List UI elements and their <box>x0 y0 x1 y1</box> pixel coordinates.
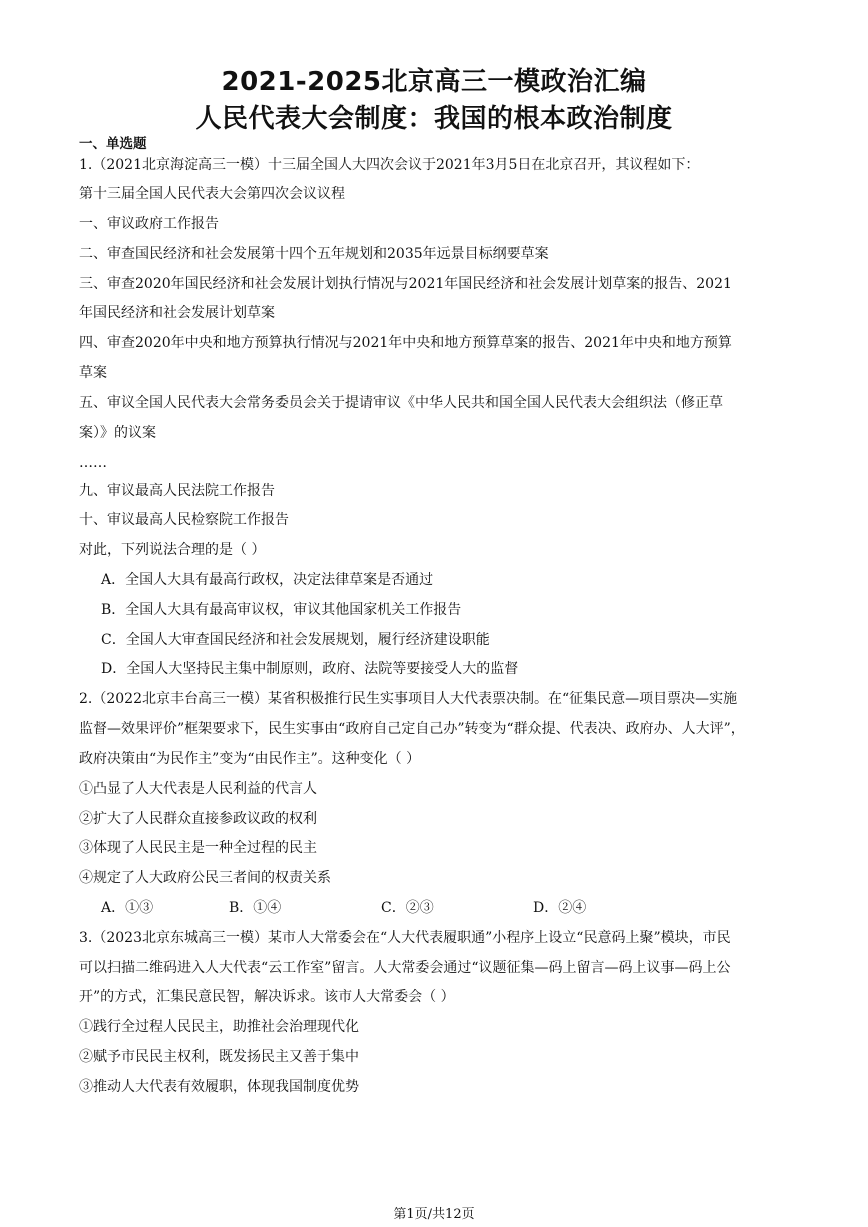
q1-agenda-item: 一、审议政府工作报告 <box>79 216 219 232</box>
q1-option-b: B．全国人大具有最高审议权，审议其他国家机关工作报告 <box>101 602 462 618</box>
page-number: 第1页/共12页 <box>393 1207 475 1222</box>
q1-option-d: D．全国人大坚持民主集中制原则，政府、法院等要接受人大的监督 <box>101 661 519 677</box>
q1-agenda-item: 五、审议全国人民代表大会常务委员会关于提请审议《中华人民共和国全国人民代表大会组织法（修正草 <box>79 395 723 411</box>
q2-choice-d: D．②④ <box>533 900 587 916</box>
q2-choice-c: C．②③ <box>381 900 434 916</box>
q3-stem-line: 3.（2023北京东城高三一模）某市人大常委会在“人大代表履职通”小程序上设立“民意码上聚”模块，市民 <box>79 930 731 946</box>
q3-stem-line: 开”的方式，汇集民意民智，解决诉求。该市人大常委会（ ） <box>79 989 455 1005</box>
q1-option-a: A．全国人大具有最高行政权，决定法律草案是否通过 <box>101 572 434 588</box>
q2-statement: ②扩大了人民群众直接参政议政的权利 <box>79 811 317 827</box>
q1-question: 对此，下列说法合理的是（ ） <box>79 542 266 558</box>
q1-agenda-title: 第十三届全国人民代表大会第四次会议议程 <box>79 186 345 202</box>
document-subtitle: 人民代表大会制度：我国的根本政治制度 <box>195 104 673 134</box>
q2-stem-line: 监督—效果评价”框架要求下，民生实事由“政府自己定自己办”转变为“群众提、代表决、政府办、人大评”， <box>79 721 745 737</box>
q1-agenda-item: 十、审议最高人民检察院工作报告 <box>79 512 289 528</box>
q1-agenda-ellipsis: …… <box>79 455 107 471</box>
q3-statement: ①践行全过程人民民主，助推社会治理现代化 <box>79 1019 359 1035</box>
q1-agenda-item: 九、审议最高人民法院工作报告 <box>79 483 275 499</box>
q1-agenda-item: 二、审查国民经济和社会发展第十四个五年规划和2035年远景目标纲要草案 <box>79 246 549 262</box>
q3-statement: ③推动人大代表有效履职，体现我国制度优势 <box>79 1079 359 1095</box>
section-heading: 一、单选题 <box>79 136 147 152</box>
q1-agenda-item: 案）》的议案 <box>79 425 156 441</box>
q2-statement: ④规定了人大政府公民三者间的权责关系 <box>79 870 331 886</box>
document-title: 2021-2025北京高三一模政治汇编 <box>221 67 647 97</box>
q1-agenda-item: 草案 <box>79 365 107 381</box>
q3-stem-line: 可以扫描二维码进入人大代表“云工作室”留言。人大常委会通过“议题征集—码上留言—码上议事—码上公 <box>79 960 731 976</box>
q1-stem: 1.（2021北京海淀高三一模）十三届全国人大四次会议于2021年3月5日在北京召开，其议程如下： <box>79 157 700 173</box>
q1-agenda-item: 四、审查2020年中央和地方预算执行情况与2021年中央和地方预算草案的报告、2021年中央和地方预算 <box>79 335 732 351</box>
q2-choice-a: A．①③ <box>101 900 154 916</box>
q2-choice-b: B．①④ <box>229 900 282 916</box>
q2-statement: ③体现了人民民主是一种全过程的民主 <box>79 840 317 856</box>
q1-agenda-item: 年国民经济和社会发展计划草案 <box>79 305 275 321</box>
q3-statement: ②赋予市民民主权利，既发扬民主又善于集中 <box>79 1049 359 1065</box>
q1-option-c: C．全国人大审查国民经济和社会发展规划，履行经济建设职能 <box>101 632 490 648</box>
q2-stem-line: 政府决策由“为民作主”变为“由民作主”。这种变化（ ） <box>79 751 421 767</box>
q1-agenda-item: 三、审查2020年国民经济和社会发展计划执行情况与2021年国民经济和社会发展计划草案的报告、2021 <box>79 276 732 292</box>
q2-stem-line: 2.（2022北京丰台高三一模）某省积极推行民生实事项目人大代表票决制。在“征集民意—项目票决—实施 <box>79 691 738 707</box>
q2-statement: ①凸显了人大代表是人民利益的代言人 <box>79 781 317 797</box>
